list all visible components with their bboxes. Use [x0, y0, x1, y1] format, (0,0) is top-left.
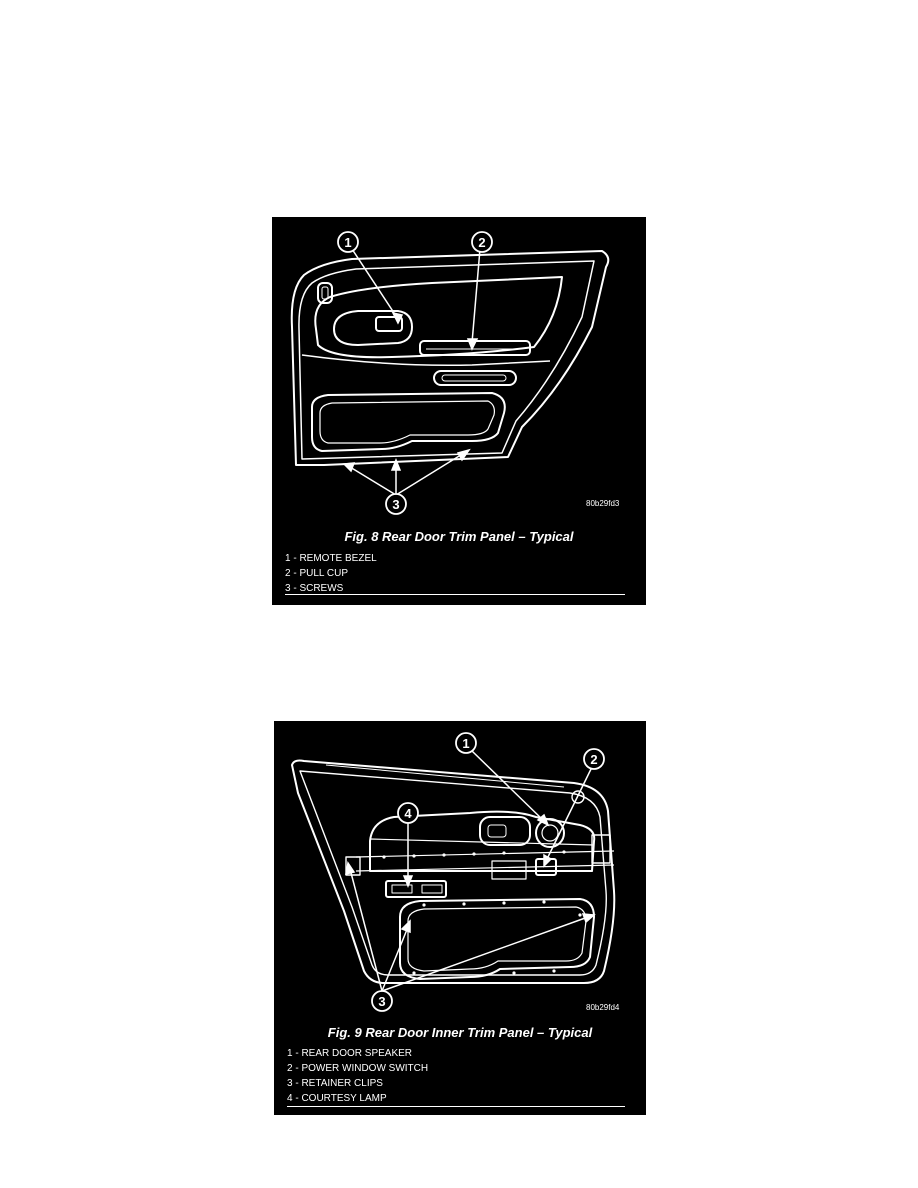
legend-item: 2 - POWER WINDOW SWITCH — [287, 1063, 429, 1074]
legend-item: 1 - REAR DOOR SPEAKER — [287, 1048, 413, 1059]
callout-1-label: 1 — [462, 736, 470, 751]
callout-1 — [456, 733, 476, 753]
figure-8-rear-door-trim-panel — [272, 217, 646, 605]
callout-1 — [338, 232, 358, 252]
callout-3-label: 3 — [378, 994, 386, 1009]
callout-3 — [372, 991, 392, 1011]
callout-4 — [398, 803, 418, 823]
callout-1-label: 1 — [344, 235, 352, 250]
figure-caption: Fig. 8 Rear Door Trim Panel – Typical — [344, 529, 574, 544]
legend-item: 4 - COURTESY LAMP — [287, 1093, 387, 1104]
callout-3 — [386, 494, 406, 514]
legend-item: 2 - PULL CUP — [285, 568, 348, 579]
callout-4-label: 4 — [404, 806, 412, 821]
callout-2 — [584, 749, 604, 769]
figure-code: 80b29fd4 — [586, 1003, 620, 1012]
figure-caption: Fig. 9 Rear Door Inner Trim Panel – Typical — [327, 1025, 593, 1040]
callout-2-label: 2 — [478, 235, 486, 250]
figure-9-rear-door-inner-trim-panel — [274, 721, 646, 1115]
rear-door-trim-panel-illustration — [272, 217, 646, 605]
figure-code: 80b29fd3 — [586, 499, 620, 508]
caption-divider — [287, 1106, 625, 1107]
callout-3-label: 3 — [392, 497, 400, 512]
legend-item: 3 - RETAINER CLIPS — [287, 1078, 383, 1089]
legend-item: 1 - REMOTE BEZEL — [285, 553, 377, 564]
caption-divider — [285, 594, 625, 595]
legend-item: 3 - SCREWS — [285, 583, 344, 594]
legend-list — [287, 1046, 428, 1106]
callout-2 — [472, 232, 492, 252]
legend-list — [285, 551, 377, 596]
callout-2-label: 2 — [590, 752, 598, 767]
